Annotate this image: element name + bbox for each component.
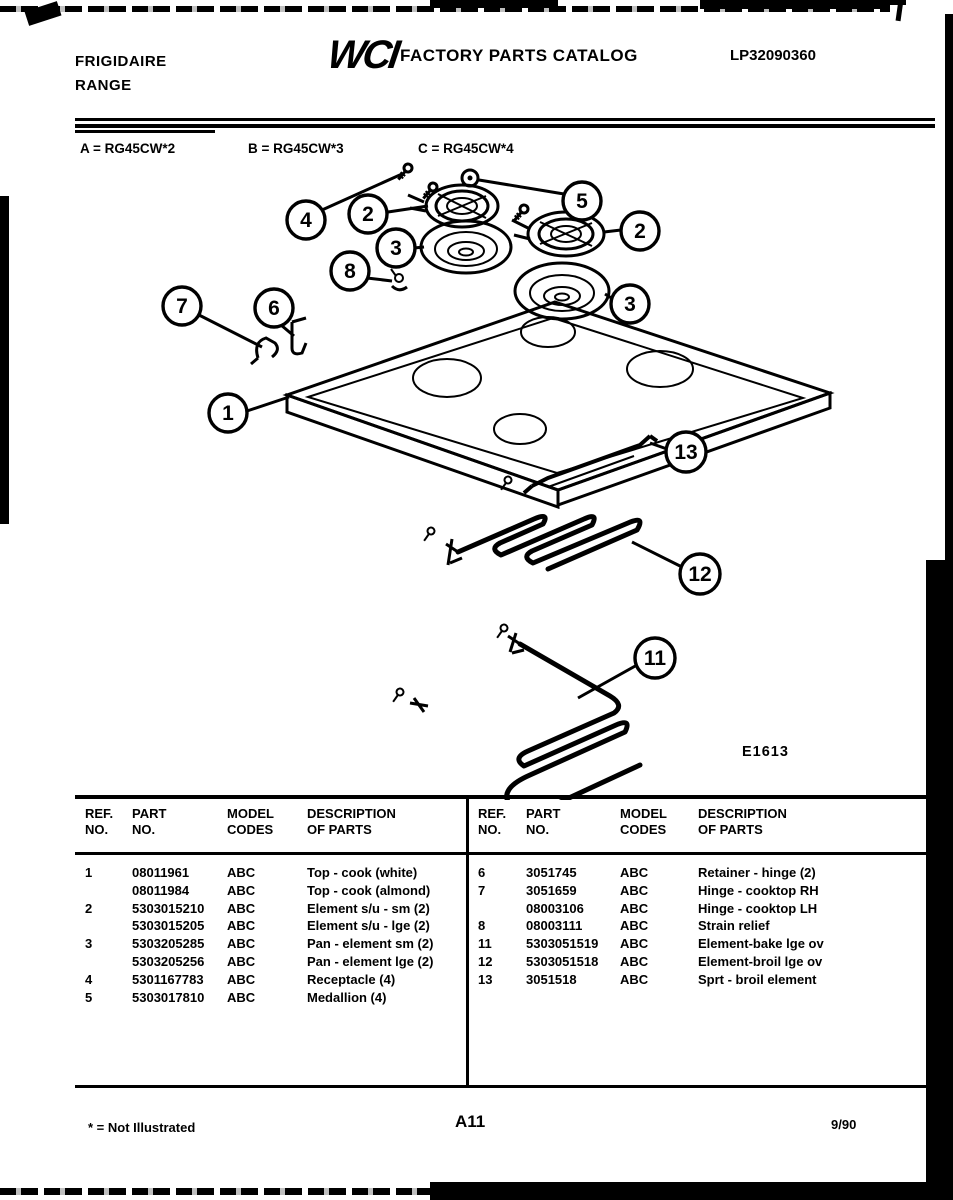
model-codes-cell: ABC bbox=[227, 953, 256, 969]
part-no-cell: 3051745 bbox=[526, 865, 577, 880]
table-row bbox=[478, 935, 850, 953]
svg-text:2: 2 bbox=[634, 220, 646, 243]
cooktop-hinge-drawing-rh bbox=[292, 318, 306, 354]
description-cell: Hinge - cooktop RH bbox=[698, 882, 819, 898]
date-code: 9/90 bbox=[831, 1117, 857, 1132]
svg-text:13: 13 bbox=[674, 441, 698, 464]
table-row bbox=[478, 917, 850, 935]
ref-no-cell: 5 bbox=[85, 989, 93, 1005]
callout-3-left bbox=[377, 229, 415, 267]
scan-artifact-bottom-bar bbox=[430, 1182, 953, 1200]
part-no-cell: 3051518 bbox=[526, 971, 577, 987]
callout-5 bbox=[563, 182, 601, 220]
column-header-model: MODEL CODES bbox=[620, 806, 667, 837]
callout-4 bbox=[287, 201, 325, 239]
table-row bbox=[478, 971, 850, 989]
column-header-description: DESCRIPTION OF PARTS bbox=[698, 806, 787, 837]
part-no-cell: 5303017810 bbox=[132, 989, 205, 1005]
drip-pan-drawing-right bbox=[515, 263, 609, 319]
not-illustrated-note: * = Not Illustrated bbox=[88, 1120, 196, 1135]
table-border-bottom bbox=[75, 1085, 935, 1088]
description-cell: Element s/u - lge (2) bbox=[307, 918, 430, 934]
ref-no-cell: 1 bbox=[85, 865, 93, 880]
parts-table-right bbox=[478, 800, 850, 989]
model-codes-cell: ABC bbox=[227, 936, 256, 952]
description-cell: Pan - element sm (2) bbox=[307, 936, 434, 952]
table-row bbox=[85, 953, 461, 971]
svg-text:7: 7 bbox=[176, 295, 188, 318]
part-no-cell: 5301167783 bbox=[132, 971, 204, 987]
ref-no-cell: 8 bbox=[478, 918, 486, 934]
publication-number: LP32090360 bbox=[730, 47, 816, 64]
model-codes-cell: ABC bbox=[227, 900, 256, 916]
svg-text:8: 8 bbox=[344, 260, 356, 283]
ref-no-cell bbox=[478, 900, 526, 918]
svg-text:5: 5 bbox=[576, 190, 588, 213]
model-code-a: A = RG45CW*2 bbox=[80, 141, 176, 156]
svg-text:3: 3 bbox=[390, 237, 402, 260]
description-cell: Element s/u - sm (2) bbox=[307, 900, 430, 916]
part-no-cell: 08003111 bbox=[526, 918, 583, 934]
ref-no-cell bbox=[85, 882, 132, 900]
table-border-top bbox=[75, 795, 935, 799]
strain-relief-drawing bbox=[391, 269, 407, 290]
wci-logo: WCI bbox=[324, 33, 400, 77]
part-no-cell: 5303205285 bbox=[132, 936, 205, 952]
callout-1 bbox=[209, 394, 247, 432]
callout-8 bbox=[331, 252, 369, 290]
table-row bbox=[85, 917, 461, 935]
column-header-model: MODEL CODES bbox=[227, 806, 274, 837]
brand-block bbox=[75, 50, 167, 98]
part-no-cell: 5303015205 bbox=[132, 918, 205, 934]
column-header-ref: REF. NO. bbox=[85, 806, 114, 837]
description-cell: Sprt - broil element bbox=[698, 971, 817, 987]
callout-13 bbox=[666, 432, 706, 472]
model-codes-cell: ABC bbox=[620, 936, 649, 952]
svg-text:2: 2 bbox=[362, 203, 374, 226]
ref-no-cell: 3 bbox=[85, 936, 93, 952]
model-codes-cell: ABC bbox=[620, 971, 649, 987]
table-header bbox=[85, 800, 461, 838]
table-row bbox=[85, 864, 461, 882]
part-no-cell: 3051659 bbox=[526, 882, 577, 898]
svg-text:6: 6 bbox=[268, 297, 280, 320]
model-code-c: C = RG45CW*4 bbox=[418, 141, 514, 156]
model-codes-cell: ABC bbox=[620, 953, 649, 969]
scan-artifact-top-bar-1 bbox=[430, 0, 558, 8]
model-codes-cell: ABC bbox=[620, 882, 649, 898]
broil-element-drawing bbox=[421, 516, 640, 569]
model-codes-cell: ABC bbox=[620, 865, 649, 880]
part-no-cell: 08003106 bbox=[526, 900, 584, 916]
svg-text:3: 3 bbox=[624, 293, 636, 316]
column-header-ref: REF. NO. bbox=[478, 806, 507, 837]
ref-no-cell: 13 bbox=[478, 971, 493, 987]
svg-text:11: 11 bbox=[643, 647, 667, 670]
table-row bbox=[478, 900, 850, 918]
model-codes-cell: ABC bbox=[227, 918, 256, 934]
ref-no-cell: 6 bbox=[478, 865, 486, 880]
screw-icon bbox=[395, 162, 413, 182]
ref-no-cell: 12 bbox=[478, 953, 493, 969]
part-no-cell: 08011961 bbox=[132, 865, 190, 880]
callout-6 bbox=[255, 289, 293, 327]
table-row bbox=[478, 882, 850, 900]
scan-artifact-bottom-strip bbox=[0, 1188, 440, 1195]
callout-12 bbox=[680, 554, 720, 594]
column-header-description: DESCRIPTION OF PARTS bbox=[307, 806, 396, 837]
description-cell: Strain relief bbox=[698, 918, 770, 934]
brand-line-2: RANGE bbox=[75, 77, 132, 94]
description-cell: Medallion (4) bbox=[307, 989, 387, 1005]
callout-2-left bbox=[349, 195, 387, 233]
model-codes-cell: ABC bbox=[620, 900, 649, 916]
svg-text:4: 4 bbox=[300, 209, 312, 232]
brand-line-1: FRIGIDAIRE bbox=[75, 53, 167, 70]
figure-code: E1613 bbox=[742, 744, 789, 760]
header-rule-bottom bbox=[75, 124, 935, 128]
part-no-cell: 5303051518 bbox=[526, 953, 599, 969]
table-row bbox=[478, 864, 850, 882]
page-code: A11 bbox=[455, 1112, 486, 1131]
header-rule-smudge bbox=[75, 130, 215, 133]
part-no-cell: 5303051519 bbox=[526, 936, 599, 952]
ref-no-cell: 4 bbox=[85, 971, 93, 987]
bake-element-drawing bbox=[390, 623, 640, 800]
table-row bbox=[85, 989, 461, 1007]
part-no-cell: 5303205256 bbox=[132, 953, 205, 969]
table-row bbox=[85, 935, 461, 953]
table-body bbox=[478, 864, 850, 989]
svg-text:12: 12 bbox=[688, 563, 712, 586]
description-cell: Element-bake lge ov bbox=[698, 936, 824, 952]
column-header-part: PART NO. bbox=[132, 806, 167, 837]
callout-7 bbox=[163, 287, 201, 325]
description-cell: Hinge - cooktop LH bbox=[698, 900, 818, 916]
callout-leader-lines bbox=[199, 174, 682, 698]
table-body bbox=[85, 864, 461, 1006]
ref-no-cell bbox=[85, 953, 132, 971]
model-code-b: B = RG45CW*3 bbox=[248, 141, 344, 156]
drip-pan-drawing-left bbox=[421, 221, 511, 273]
exploded-parts-diagram bbox=[0, 150, 953, 800]
callout-3-right bbox=[611, 285, 649, 323]
parts-table-left bbox=[85, 800, 461, 1006]
callout-2-right bbox=[621, 212, 659, 250]
description-cell: Top - cook (almond) bbox=[307, 882, 431, 898]
callout-11 bbox=[635, 638, 675, 678]
table-row bbox=[85, 900, 461, 918]
scan-artifact-top-bar-2 bbox=[700, 0, 890, 9]
model-codes-cell: ABC bbox=[227, 865, 256, 880]
model-codes-cell: ABC bbox=[227, 989, 256, 1005]
description-cell: Element-broil lge ov bbox=[698, 953, 823, 969]
ref-no-cell: 2 bbox=[85, 900, 93, 916]
description-cell: Pan - element lge (2) bbox=[307, 953, 434, 969]
header-rule-top bbox=[75, 118, 935, 121]
description-cell: Retainer - hinge (2) bbox=[698, 865, 816, 880]
table-row bbox=[85, 882, 461, 900]
svg-text:1: 1 bbox=[222, 402, 234, 425]
ref-no-cell bbox=[85, 917, 132, 935]
catalog-title: FACTORY PARTS CATALOG bbox=[400, 46, 638, 65]
description-cell: Receptacle (4) bbox=[307, 971, 396, 987]
description-cell: Top - cook (white) bbox=[307, 865, 418, 880]
column-header-part: PART NO. bbox=[526, 806, 561, 837]
model-codes-cell: ABC bbox=[227, 882, 256, 898]
table-header bbox=[478, 800, 850, 838]
model-codes-cell: ABC bbox=[620, 918, 649, 934]
scan-artifact-top-left-blob bbox=[25, 1, 62, 26]
table-row bbox=[478, 953, 850, 971]
part-no-cell: 08011984 bbox=[132, 882, 190, 898]
table-divider bbox=[466, 795, 469, 1088]
ref-no-cell: 11 bbox=[478, 936, 492, 952]
ref-no-cell: 7 bbox=[478, 882, 486, 898]
part-no-cell: 5303015210 bbox=[132, 900, 205, 916]
table-row bbox=[85, 971, 461, 989]
model-codes-cell: ABC bbox=[227, 971, 256, 987]
